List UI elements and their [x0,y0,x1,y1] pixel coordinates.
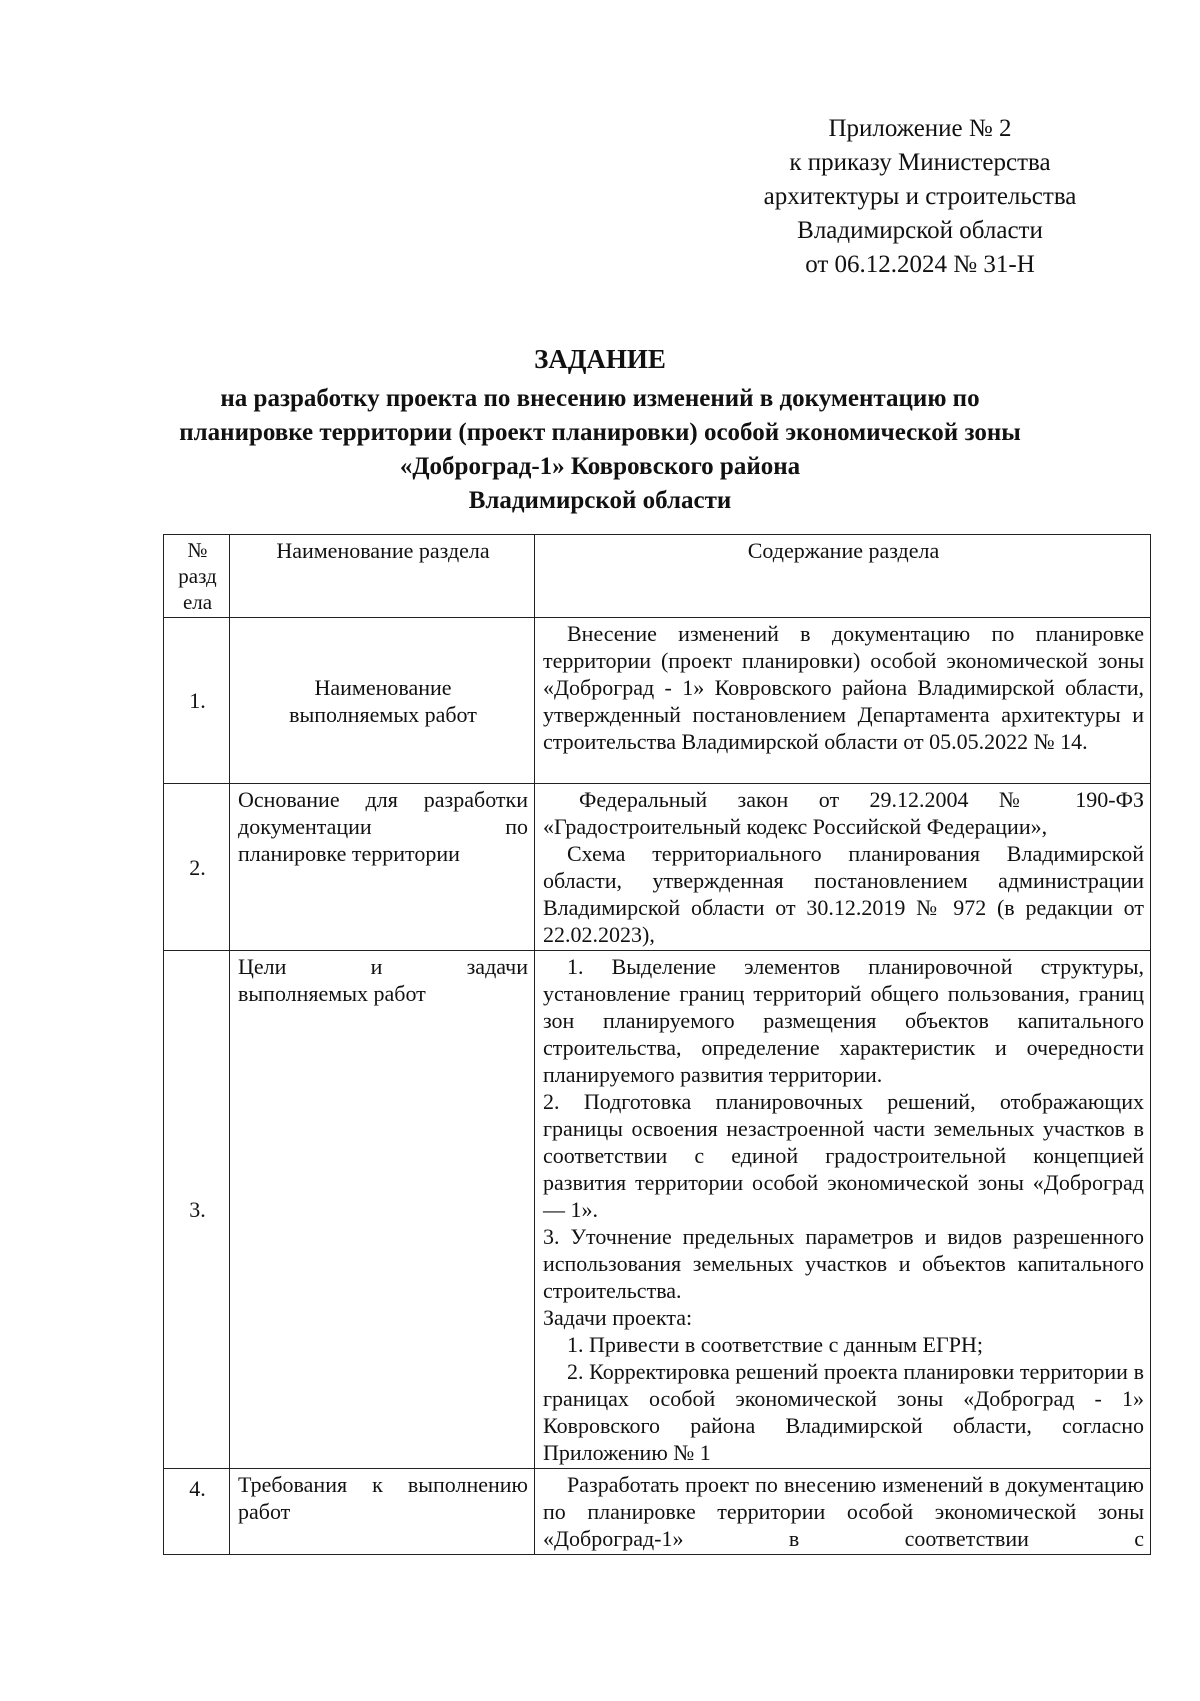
content-paragraph: 2. Корректировка решений проекта планировки территории в границах особой экономической зоны «Доброград - 1» Ковровского района Владимирской области, согласно Приложению № 1 [543,1359,1144,1465]
row-number: 3. [164,951,230,1469]
row-number: 4. [164,1469,230,1555]
row-number: 1. [164,618,230,784]
content-paragraph: Разработать проект по внесению изменений в документацию по планировке территории особой экономической зоны «Доброград-1» в соответствии с [543,1472,1144,1551]
table-row [164,784,1151,951]
row-name [230,951,535,1469]
row-name-line: выполняемых работ [238,981,426,1006]
header-number-line: № [187,538,208,562]
row-name-line: выполняемых работ [289,701,477,727]
row-name [230,618,535,784]
header-content: Содержание раздела [535,535,1151,618]
appendix-line: к приказу Министерства [789,149,1051,176]
table-row [164,951,1151,1469]
appendix-line: архитектуры и строительства [763,183,1077,210]
row-number: 2. [164,784,230,951]
title-line: Владимирской области [468,487,732,514]
header-name: Наименование раздела [230,535,535,618]
appendix-line: от 06.12.2024 № 31-Н [805,251,1035,278]
title-line: «Доброград-1» Ковровского района [399,453,801,480]
row-name [230,1469,535,1555]
content-paragraph: 1. Привести в соответствие с данным ЕГРН; [567,1332,983,1357]
content-paragraph: Внесение изменений в документацию по планировке территории (проект планировки) особой экономической зоны «Доброград - 1» Ковровского района Владимирской области, утвержденный постановлением Департамента архитектуры и строительства Владимирской области от 05.05.2022 № 14. [543,621,1144,754]
content-paragraph: Задачи проекта: [543,1305,693,1330]
appendix-line: Владимирской области [797,217,1043,244]
row-content [535,1469,1151,1555]
row-content [535,951,1151,1469]
row-name-line: Цели и задачи [238,954,528,979]
row-name-line: Требования к выполнению [238,1472,528,1497]
appendix-header [720,112,1120,282]
task-table [163,534,1151,1555]
content-paragraph: Схема территориального планирования Владимирской области, утвержденная постановлением администрации Владимирской области от 30.12.2019 № 972 (в редакции от 22.02.2023), [543,841,1144,947]
table-row [164,618,1151,784]
row-content [535,618,1151,784]
row-name-line: работ [238,1499,291,1524]
row-name-line: Наименование [314,674,452,700]
row-name [230,784,535,951]
header-number [164,535,230,618]
document-title [150,342,1050,518]
content-paragraph: 3. Уточнение предельных параметров и видов разрешенного использования земельных участков и объектов капитального строительства. [543,1224,1144,1303]
title-line: на разработку проекта по внесению изменений в документацию по [220,385,980,412]
title-main: ЗАДАНИЕ [534,344,666,374]
table-row [164,1469,1151,1555]
row-content [535,784,1151,951]
content-paragraph: Федеральный закон от 29.12.2004 № 190-ФЗ «Градостроительный кодекс Российской Федерации», [543,787,1144,839]
row-name-line: Основание для разработки документации по [238,787,528,839]
table-header-row [164,535,1151,618]
content-paragraph: 1. Выделение элементов планировочной структуры, установление границ территорий общего пользования, границ зон планируемого размещения объектов капитального строительства, определение характеристик и очередности планируемого развития территории. [543,954,1144,1087]
header-number-line: разд [178,564,217,588]
title-line: планировке территории (проект планировки) особой экономической зоны [179,419,1021,446]
appendix-line: Приложение № 2 [828,115,1012,142]
content-paragraph: 2. Подготовка планировочных решений, отображающих границы освоения незастроенной части земельных участков в соответствии с единой градостроительной концепцией развития территории особой экономической зоны «Доброград — 1». [543,1089,1144,1222]
row-name-line: планировке территории [238,841,460,866]
header-number-line: ела [182,590,213,614]
